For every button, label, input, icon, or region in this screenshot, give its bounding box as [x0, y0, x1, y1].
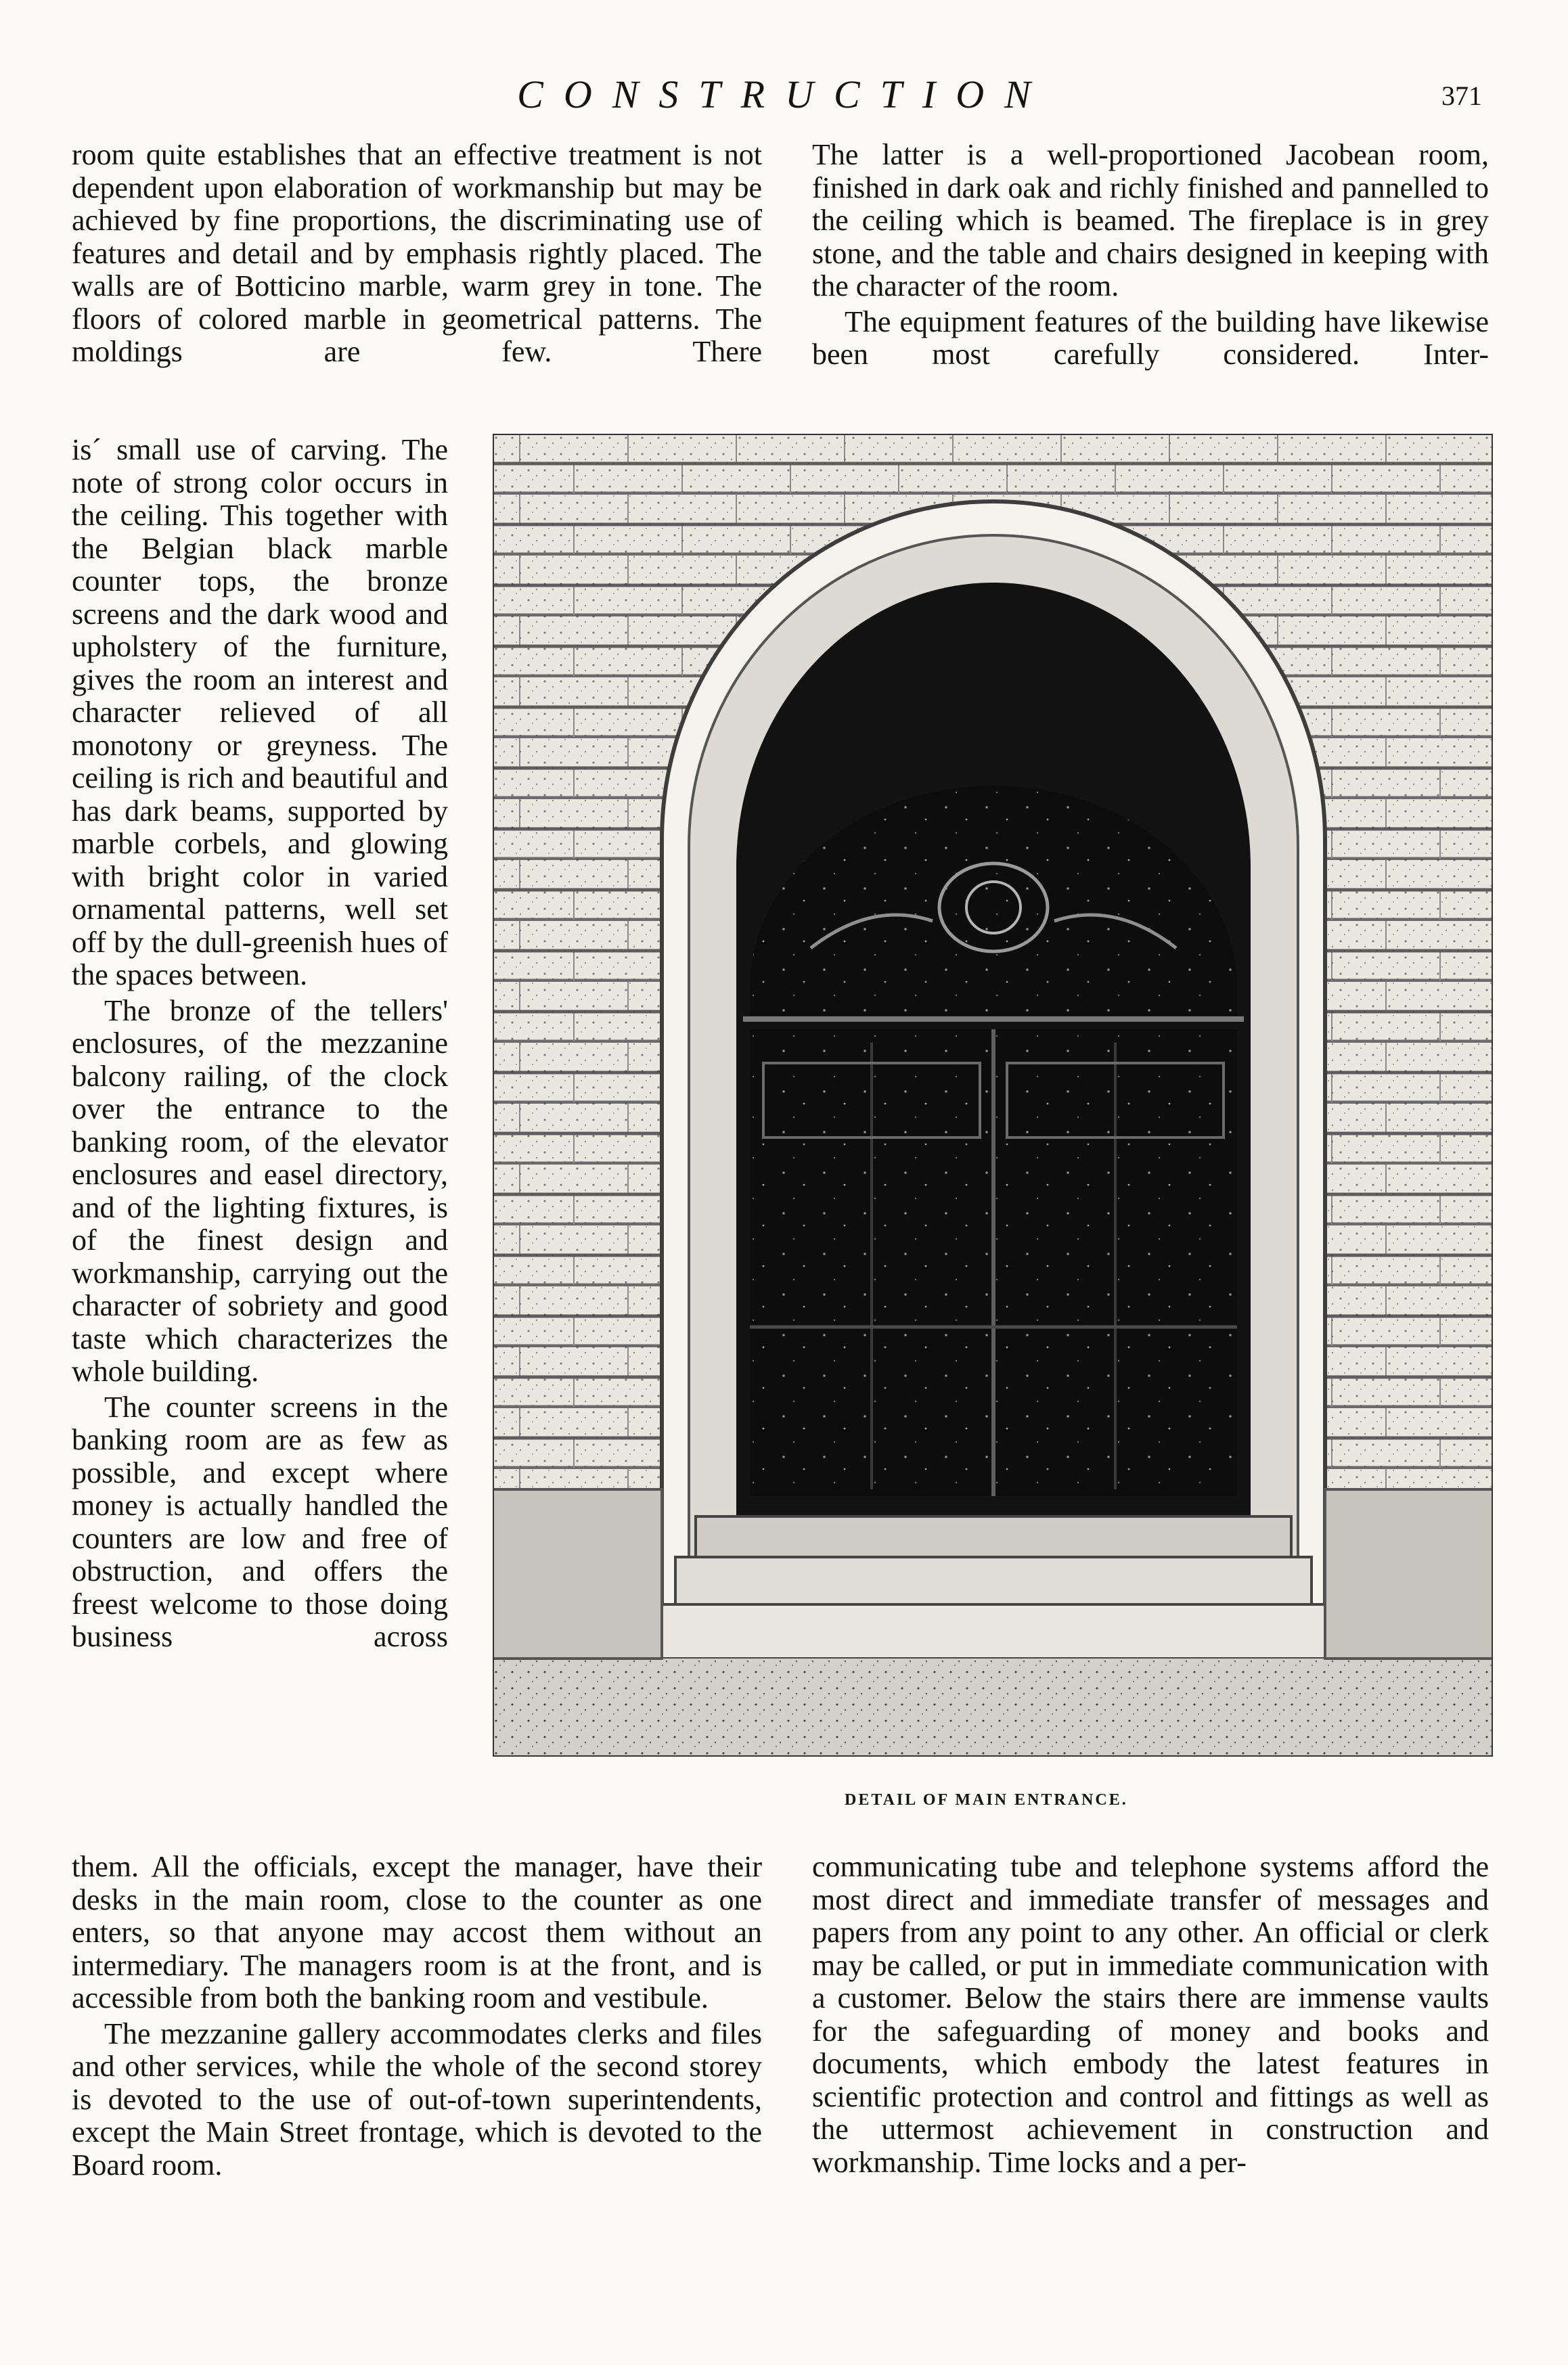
page-header-title: CONSTRUCTION [517, 72, 1051, 116]
right-column-top [812, 139, 1489, 371]
entrance-photograph [493, 434, 1493, 1757]
left-column-top [72, 139, 762, 369]
paragraph: The latter is a well-proportioned Jacobean room, finished in dark oak and richly finished and pannelled to the ceiling which is beamed. The fireplace is in grey stone, and the table and chairs designed in keeping with the character of the room. [812, 138, 1489, 302]
paragraph: communicating tube and telephone systems afford the most direct and immediate transfer of messages and papers from any point to any other. An official or clerk may be called, or put in immediate communication with a customer. Below the stairs there are immense vaults for the safeguarding of money and books and documents, which embody the latest features in scientific protection and control and fittings as well as the uttermost achievement in construction and workmanship. Time locks and a per- [812, 1850, 1489, 2179]
paragraph: The counter screens in the banking room are as few as possible, and except where money is actually handled the counters are low and free of obstruction, and offers the freest welcome to those doing business across [72, 1390, 448, 1653]
left-column-narrow [72, 434, 448, 1654]
paragraph: The mezzanine gallery accommodates clerks and files and other services, while the whole of the second storey is devoted to the use of out-of-town superintendents, except the Main Street frontage, which is devoted to the Board room. [72, 2017, 762, 2182]
figure-caption: DETAIL OF MAIN ENTRANCE. [845, 1791, 1128, 1809]
paragraph: The equipment features of the building have likewise been most carefully considered. Inter- [812, 305, 1489, 371]
right-column-bottom [812, 1851, 1489, 2179]
paragraph: them. All the officials, except the manager, have their desks in the main room, close to the counter as one enters, so that anyone may accost them without an intermediary. The managers room is at the front, and is accessible from both the banking room and vestibule. [72, 1850, 762, 2014]
paragraph: room quite establishes that an effective treatment is not dependent upon elaboration of workmanship but may be achieved by fine proportions, the discriminating use of features and detail and by emphasis rightly placed. The walls are of Botticino marble, warm grey in tone. The floors of colored marble in geometrical patterns. The moldings are few. There [72, 138, 762, 368]
paragraph: The bronze of the tellers' enclosures, of the mezzanine balcony railing, of the clock over the entrance to the banking room, of the elevator enclosures and easel directory, and of the lighting fixtures, is of the finest design and workmanship, carrying out the character of sobriety and good taste which characterizes the whole building. [72, 993, 448, 1388]
left-column-bottom [72, 1851, 762, 2182]
paragraph: is´ small use of carving. The note of strong color occurs in the ceiling. This together with the Belgian black marble counter tops, the bronze screens and the dark wood and upholstery of the furniture, gives the room an interest and character relieved of all monotony or greyness. The ceiling is rich and beautiful and has dark beams, supported by marble corbels, and glowing with bright color in varied ornamental patterns, well set off by the dull-greenish hues of the spaces between. [72, 433, 448, 991]
page-number: 371 [1441, 81, 1482, 111]
